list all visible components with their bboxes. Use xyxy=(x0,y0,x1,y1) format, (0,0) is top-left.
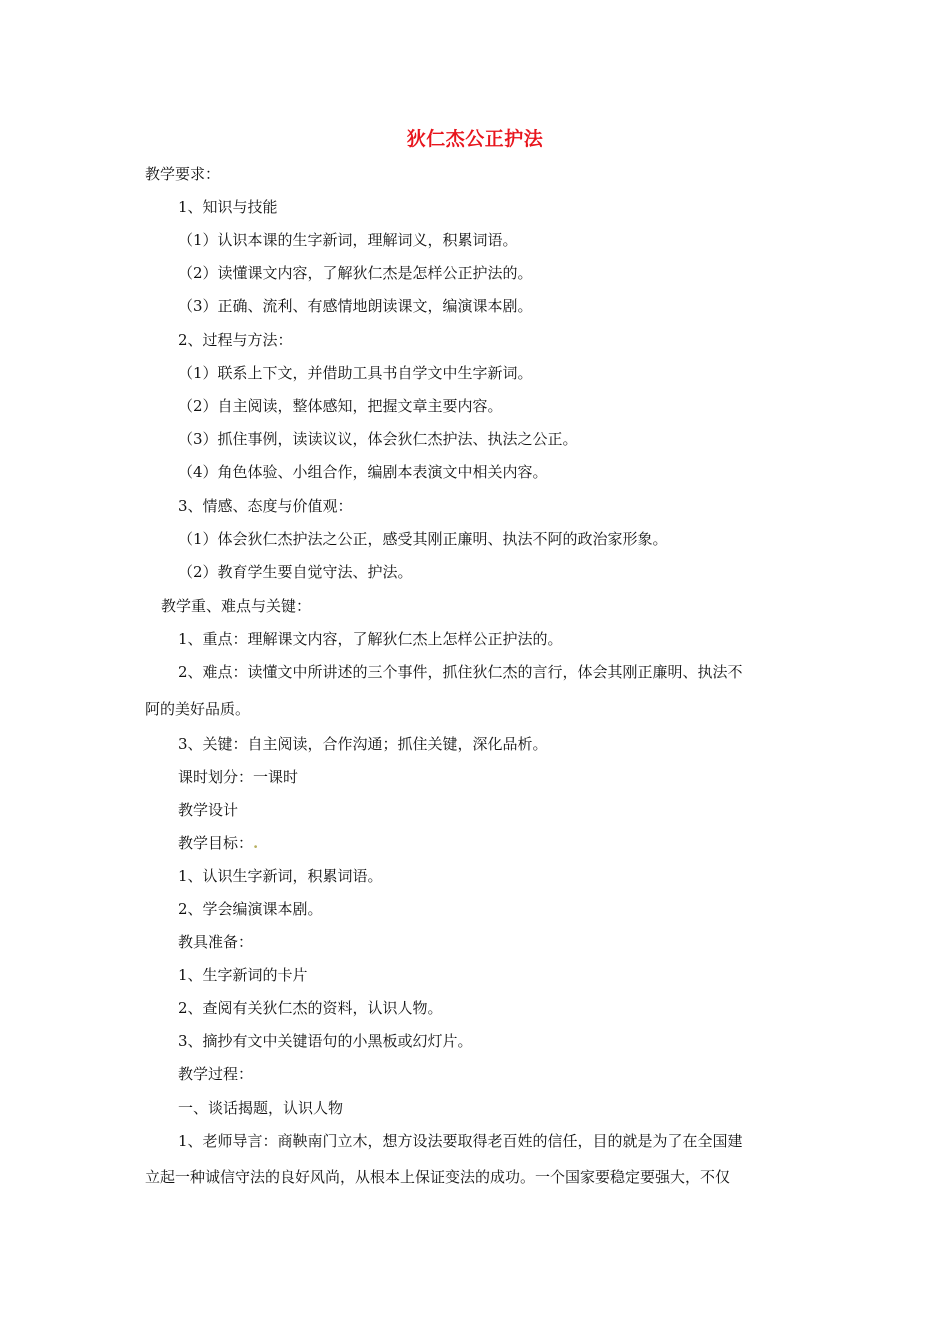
list-item: 2、难点：读懂文中所讲述的三个事件，抓住狄仁杰的言行，体会其刚正廉明、执法不 xyxy=(178,663,743,681)
list-item: （1）体会狄仁杰护法之公正，感受其刚正廉明、执法不阿的政治家形象。 xyxy=(178,530,668,548)
paragraph-line: 立起一种诚信守法的良好风尚，从根本上保证变法的成功。一个国家要稳定要强大，不仅 xyxy=(145,1168,731,1186)
list-item: （2）读懂课文内容，了解狄仁杰是怎样公正护法的。 xyxy=(178,264,533,282)
document-title: 狄仁杰公正护法 xyxy=(406,128,544,150)
section-heading-key-points: 教学重、难点与关键： xyxy=(161,597,312,615)
goals-label: 教学目标： xyxy=(178,834,254,852)
list-item: （3）正确、流利、有感情地朗读课文，编演课本剧。 xyxy=(178,297,533,315)
list-item: 3、关键：自主阅读，合作沟通；抓住关键，深化品析。 xyxy=(178,735,548,753)
subheading-process: 2、过程与方法： xyxy=(178,331,293,349)
lesson-duration: 课时划分：一课时 xyxy=(178,768,299,786)
list-item: 1、认识生字新词，积累词语。 xyxy=(178,867,383,885)
section-heading-goals xyxy=(178,833,258,853)
list-item-continued: 阿的美好品质。 xyxy=(145,700,251,718)
dot-mark: . xyxy=(253,834,259,852)
list-item: 2、学会编演课本剧。 xyxy=(178,900,323,918)
section-heading-design: 教学设计 xyxy=(178,801,239,819)
subheading-knowledge: 1、知识与技能 xyxy=(178,198,278,216)
list-item: （2）教育学生要自觉守法、护法。 xyxy=(178,563,413,581)
list-item: （3）抓住事例，读读议议，体会狄仁杰护法、执法之公正。 xyxy=(178,430,578,448)
list-item: （1）认识本课的生字新词，理解词义，积累词语。 xyxy=(178,231,518,249)
paragraph-line: 1、老师导言：商鞅南门立木，想方设法要取得老百姓的信任，目的就是为了在全国建 xyxy=(178,1132,743,1150)
section-heading-materials: 教具准备： xyxy=(178,933,254,951)
list-item: （4）角色体验、小组合作，编剧本表演文中相关内容。 xyxy=(178,463,548,481)
list-item: 2、查阅有关狄仁杰的资料，认识人物。 xyxy=(178,999,443,1017)
list-item: 1、生字新词的卡片 xyxy=(178,966,308,984)
list-item: 3、摘抄有文中关键语句的小黑板或幻灯片。 xyxy=(178,1032,473,1050)
list-item: （2）自主阅读，整体感知，把握文章主要内容。 xyxy=(178,397,503,415)
subheading-values: 3、情感、态度与价值观： xyxy=(178,497,353,515)
list-item: 1、重点：理解课文内容，了解狄仁杰上怎样公正护法的。 xyxy=(178,630,563,648)
step-heading: 一、谈话揭题，认识人物 xyxy=(178,1099,344,1117)
section-heading-requirements: 教学要求： xyxy=(145,165,221,183)
list-item: （1）联系上下文，并借助工具书自学文中生字新词。 xyxy=(178,364,533,382)
section-heading-procedure: 教学过程： xyxy=(178,1065,254,1083)
